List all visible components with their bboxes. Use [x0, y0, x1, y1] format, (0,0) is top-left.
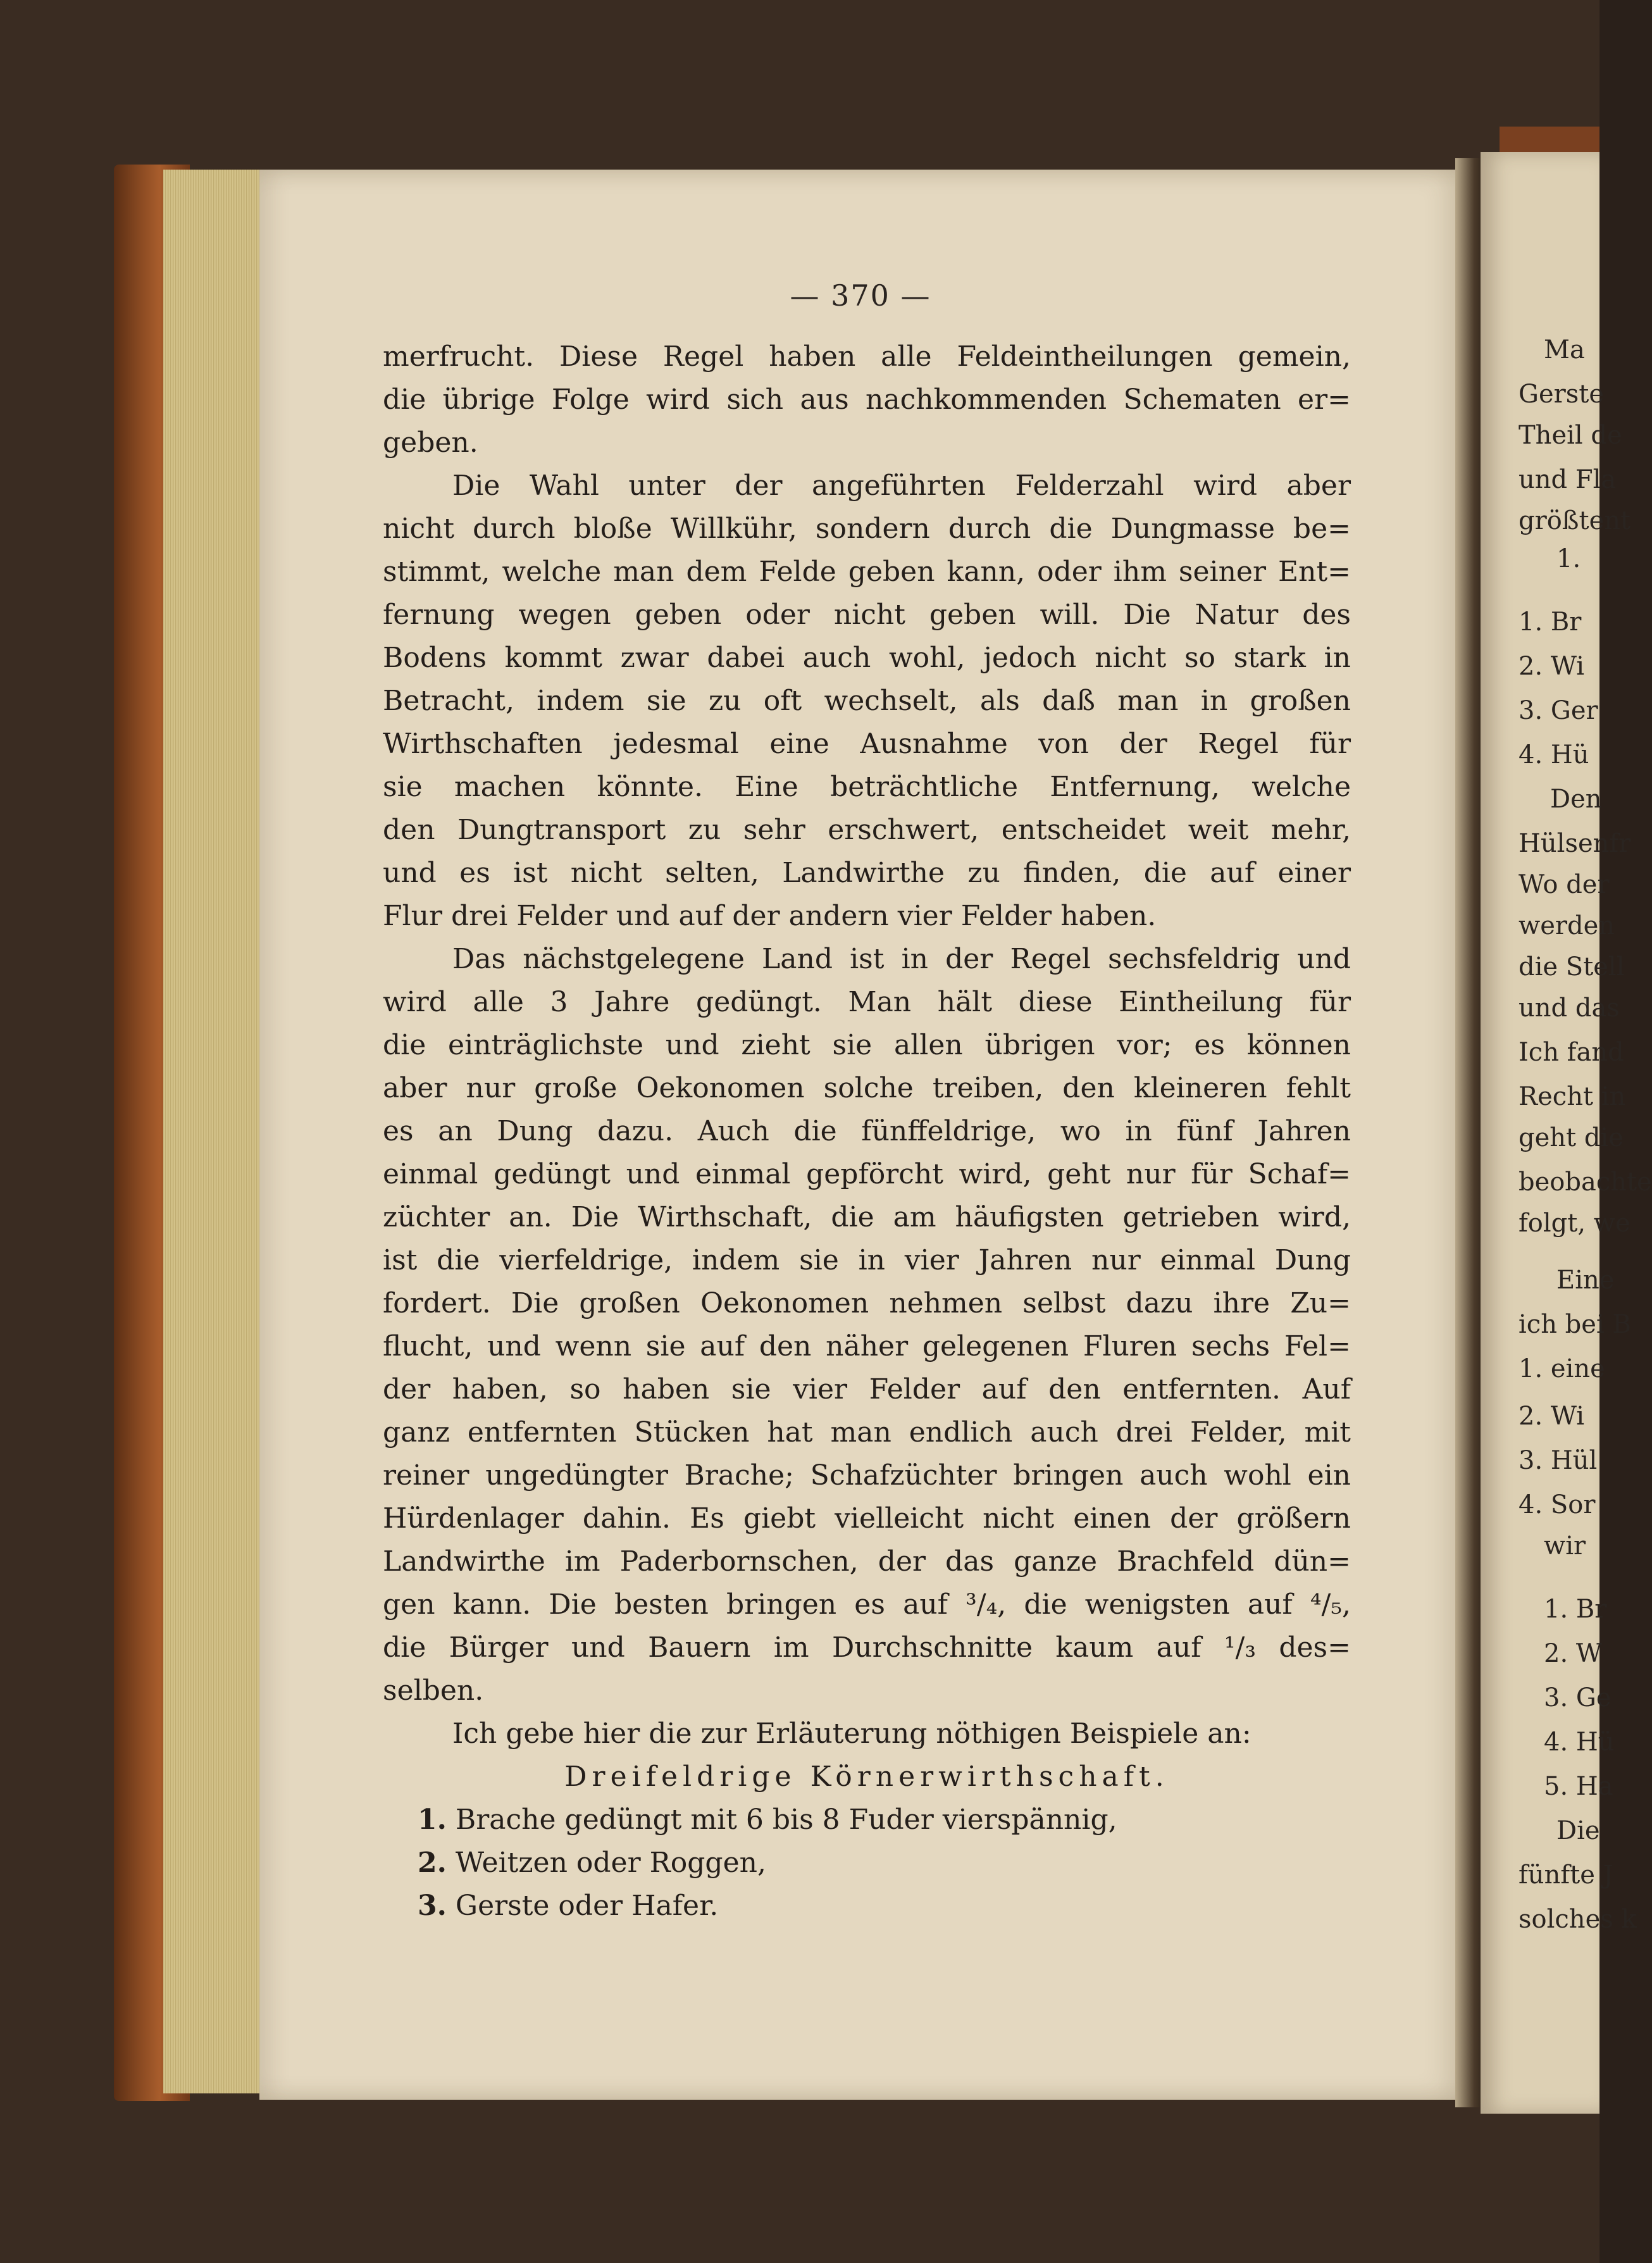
text-line: Ich gebe hier die zur Erläuterung nöthigen Beispiele an: [452, 1718, 1251, 1750]
text-line: Wirthschaften jedesmal eine Ausnahme von der Regel für [383, 728, 1351, 760]
facing-page-fragment: größtent [1518, 506, 1631, 535]
text-line: gen kann. Die besten bringen es auf ³/₄, die wenigsten auf ⁴/₅, [383, 1588, 1351, 1621]
text-line: Landwirthe im Paderbornschen, der das ganze Brachfeld dün= [383, 1545, 1351, 1578]
text-line: Flur drei Felder und auf der andern vier Felder haben. [383, 900, 1157, 932]
facing-page-fragment: 3. Ge [1544, 1683, 1612, 1712]
text-line: aber nur große Oekonomen solche treiben, den kleineren fehlt [383, 1072, 1351, 1104]
text-line: der haben, so haben sie vier Felder auf den entfernten. Auf [383, 1373, 1351, 1406]
facing-page-fragment: Theil de [1518, 421, 1622, 450]
facing-page-fragment: 3. Hül [1518, 1446, 1598, 1475]
text-line: merfrucht. Diese Regel haben alle Feldeintheilungen gemein, [383, 340, 1351, 373]
facing-page-fragment: 1. Br [1544, 1595, 1607, 1624]
text-line: geben. [383, 427, 478, 459]
facing-page [1481, 152, 1652, 2114]
text-line: ist die vierfeldrige, indem sie in vier Jahren nur einmal Dung [383, 1244, 1351, 1276]
facing-page-fragment: und das [1518, 994, 1620, 1023]
text-line: stimmt, welche man dem Felde geben kann, oder ihm seiner Ent= [383, 556, 1351, 588]
facing-page-fragment: 4. Sor [1518, 1490, 1596, 1519]
facing-page-fragment: fünfte J [1518, 1861, 1613, 1890]
list-item [383, 1799, 1351, 1842]
facing-page-fragment: und Fla [1518, 465, 1617, 494]
text-line: Hürdenlager dahin. Es giebt vielleicht nicht einen der größern [383, 1502, 1351, 1535]
text-line: und es ist nicht selten, Landwirthe zu finden, die auf einer [383, 857, 1351, 889]
facing-page-fragment: 3. Ger [1518, 696, 1598, 725]
text-line: Bodens kommt zwar dabei auch wohl, jedoch nicht so stark in [383, 642, 1351, 674]
text-line: einmal gedüngt und einmal gepförcht wird, geht nur für Schaf= [383, 1158, 1351, 1190]
text-line: ganz entfernten Stücken hat man endlich auch drei Felder, mit [383, 1416, 1351, 1449]
facing-page-fragment: Eine [1556, 1266, 1615, 1295]
facing-page-fragment: 1. eine [1518, 1354, 1605, 1383]
list-number: 1. [418, 1804, 447, 1836]
text-line: die Bürger und Bauern im Durchschnitte kaum auf ¹/₃ des= [383, 1631, 1351, 1664]
list-item [383, 1842, 1351, 1885]
facing-page-fragment: Ma [1544, 335, 1585, 365]
facing-page-fragment: Die [1556, 1816, 1600, 1845]
text-line: reiner ungedüngter Brache; Schafzüchter bringen auch wohl ein [383, 1459, 1351, 1492]
page-number: — 370 — [790, 278, 931, 313]
facing-page-fragment: 4. Hü [1518, 740, 1589, 770]
facing-page-fragment: ich bei B [1518, 1310, 1631, 1339]
facing-page-fragment: Recht in [1518, 1082, 1626, 1111]
facing-page-fragment: 4. Hü [1544, 1728, 1615, 1757]
list-number: 2. [418, 1847, 447, 1879]
facing-page-fragment: Gerste [1518, 380, 1605, 409]
text-line: fernung wegen geben oder nicht geben will. Die Natur des [383, 599, 1351, 631]
text-line: die übrige Folge wird sich aus nachkommenden Schematen er= [383, 383, 1351, 416]
text-line: flucht, und wenn sie auf den näher gelegenen Fluren sechs Fel= [383, 1330, 1351, 1362]
facing-page-fragment: Den [1550, 785, 1602, 814]
list-text: Weitzen oder Roggen, [446, 1847, 766, 1879]
facing-page-fragment: geht die [1518, 1123, 1624, 1152]
text-line: sie machen könnte. Eine beträchtliche Entfernung, welche [383, 771, 1351, 803]
facing-page-fragment: 2. W [1544, 1639, 1602, 1668]
text-line: es an Dung dazu. Auch die fünffeldrige, wo in fünf Jahren [383, 1115, 1351, 1147]
list-number: 3. [418, 1890, 447, 1922]
main-text [383, 335, 1351, 1928]
section-heading: Dreifeldrige Körnerwirthschaft. [564, 1761, 1169, 1793]
list-text: Brache gedüngt mit 6 bis 8 Fuder vierspännig, [446, 1804, 1117, 1836]
text-line: nicht durch bloße Willkühr, sondern durch die Dungmasse be= [383, 513, 1351, 545]
text-line: selben. [383, 1674, 484, 1707]
facing-page-fragment: solches k [1518, 1905, 1637, 1934]
facing-page-fragment: werden [1518, 911, 1615, 940]
facing-page-fragment: Ich fand [1518, 1038, 1624, 1067]
text-line: Die Wahl unter der angeführten Felderzahl wird aber [452, 470, 1351, 502]
facing-page-fragment: 1. [1556, 544, 1581, 573]
text-line: fordert. Die großen Oekonomen nehmen selbst dazu ihre Zu= [383, 1287, 1351, 1319]
list-text: Gerste oder Hafer. [446, 1890, 719, 1922]
page-edges [163, 170, 264, 2093]
text-line: die einträglichste und zieht sie allen übrigen vor; es können [383, 1029, 1351, 1061]
text-line: Betracht, indem sie zu oft wechselt, als daß man in großen [383, 685, 1351, 717]
facing-page-fragment: 2. Wi [1518, 652, 1585, 681]
text-line: Das nächstgelegene Land ist in der Regel sechsfeldrig und [452, 943, 1351, 975]
facing-page-fragment: Hülsenfr [1518, 829, 1631, 858]
facing-page-fragment: 2. Wi [1518, 1402, 1585, 1431]
list-item [383, 1885, 1351, 1928]
facing-page-fragment: 1. Br [1518, 608, 1582, 637]
text-line: den Dungtransport zu sehr erschwert, entscheidet weit mehr, [383, 814, 1351, 846]
facing-page-fragment: 5. Ha [1544, 1772, 1613, 1801]
facing-page-fragment: Wo der [1518, 870, 1610, 899]
facing-page-fragment: beobachte [1518, 1168, 1652, 1197]
facing-page-fragment: die Stell [1518, 952, 1625, 982]
text-line: züchter an. Die Wirthschaft, die am häufigsten getrieben wird, [383, 1201, 1351, 1233]
facing-page-fragment: wir [1544, 1531, 1586, 1561]
text-line: wird alle 3 Jahre gedüngt. Man hält diese Eintheilung für [383, 986, 1351, 1018]
facing-page-fragment: folgt, we [1518, 1209, 1630, 1238]
